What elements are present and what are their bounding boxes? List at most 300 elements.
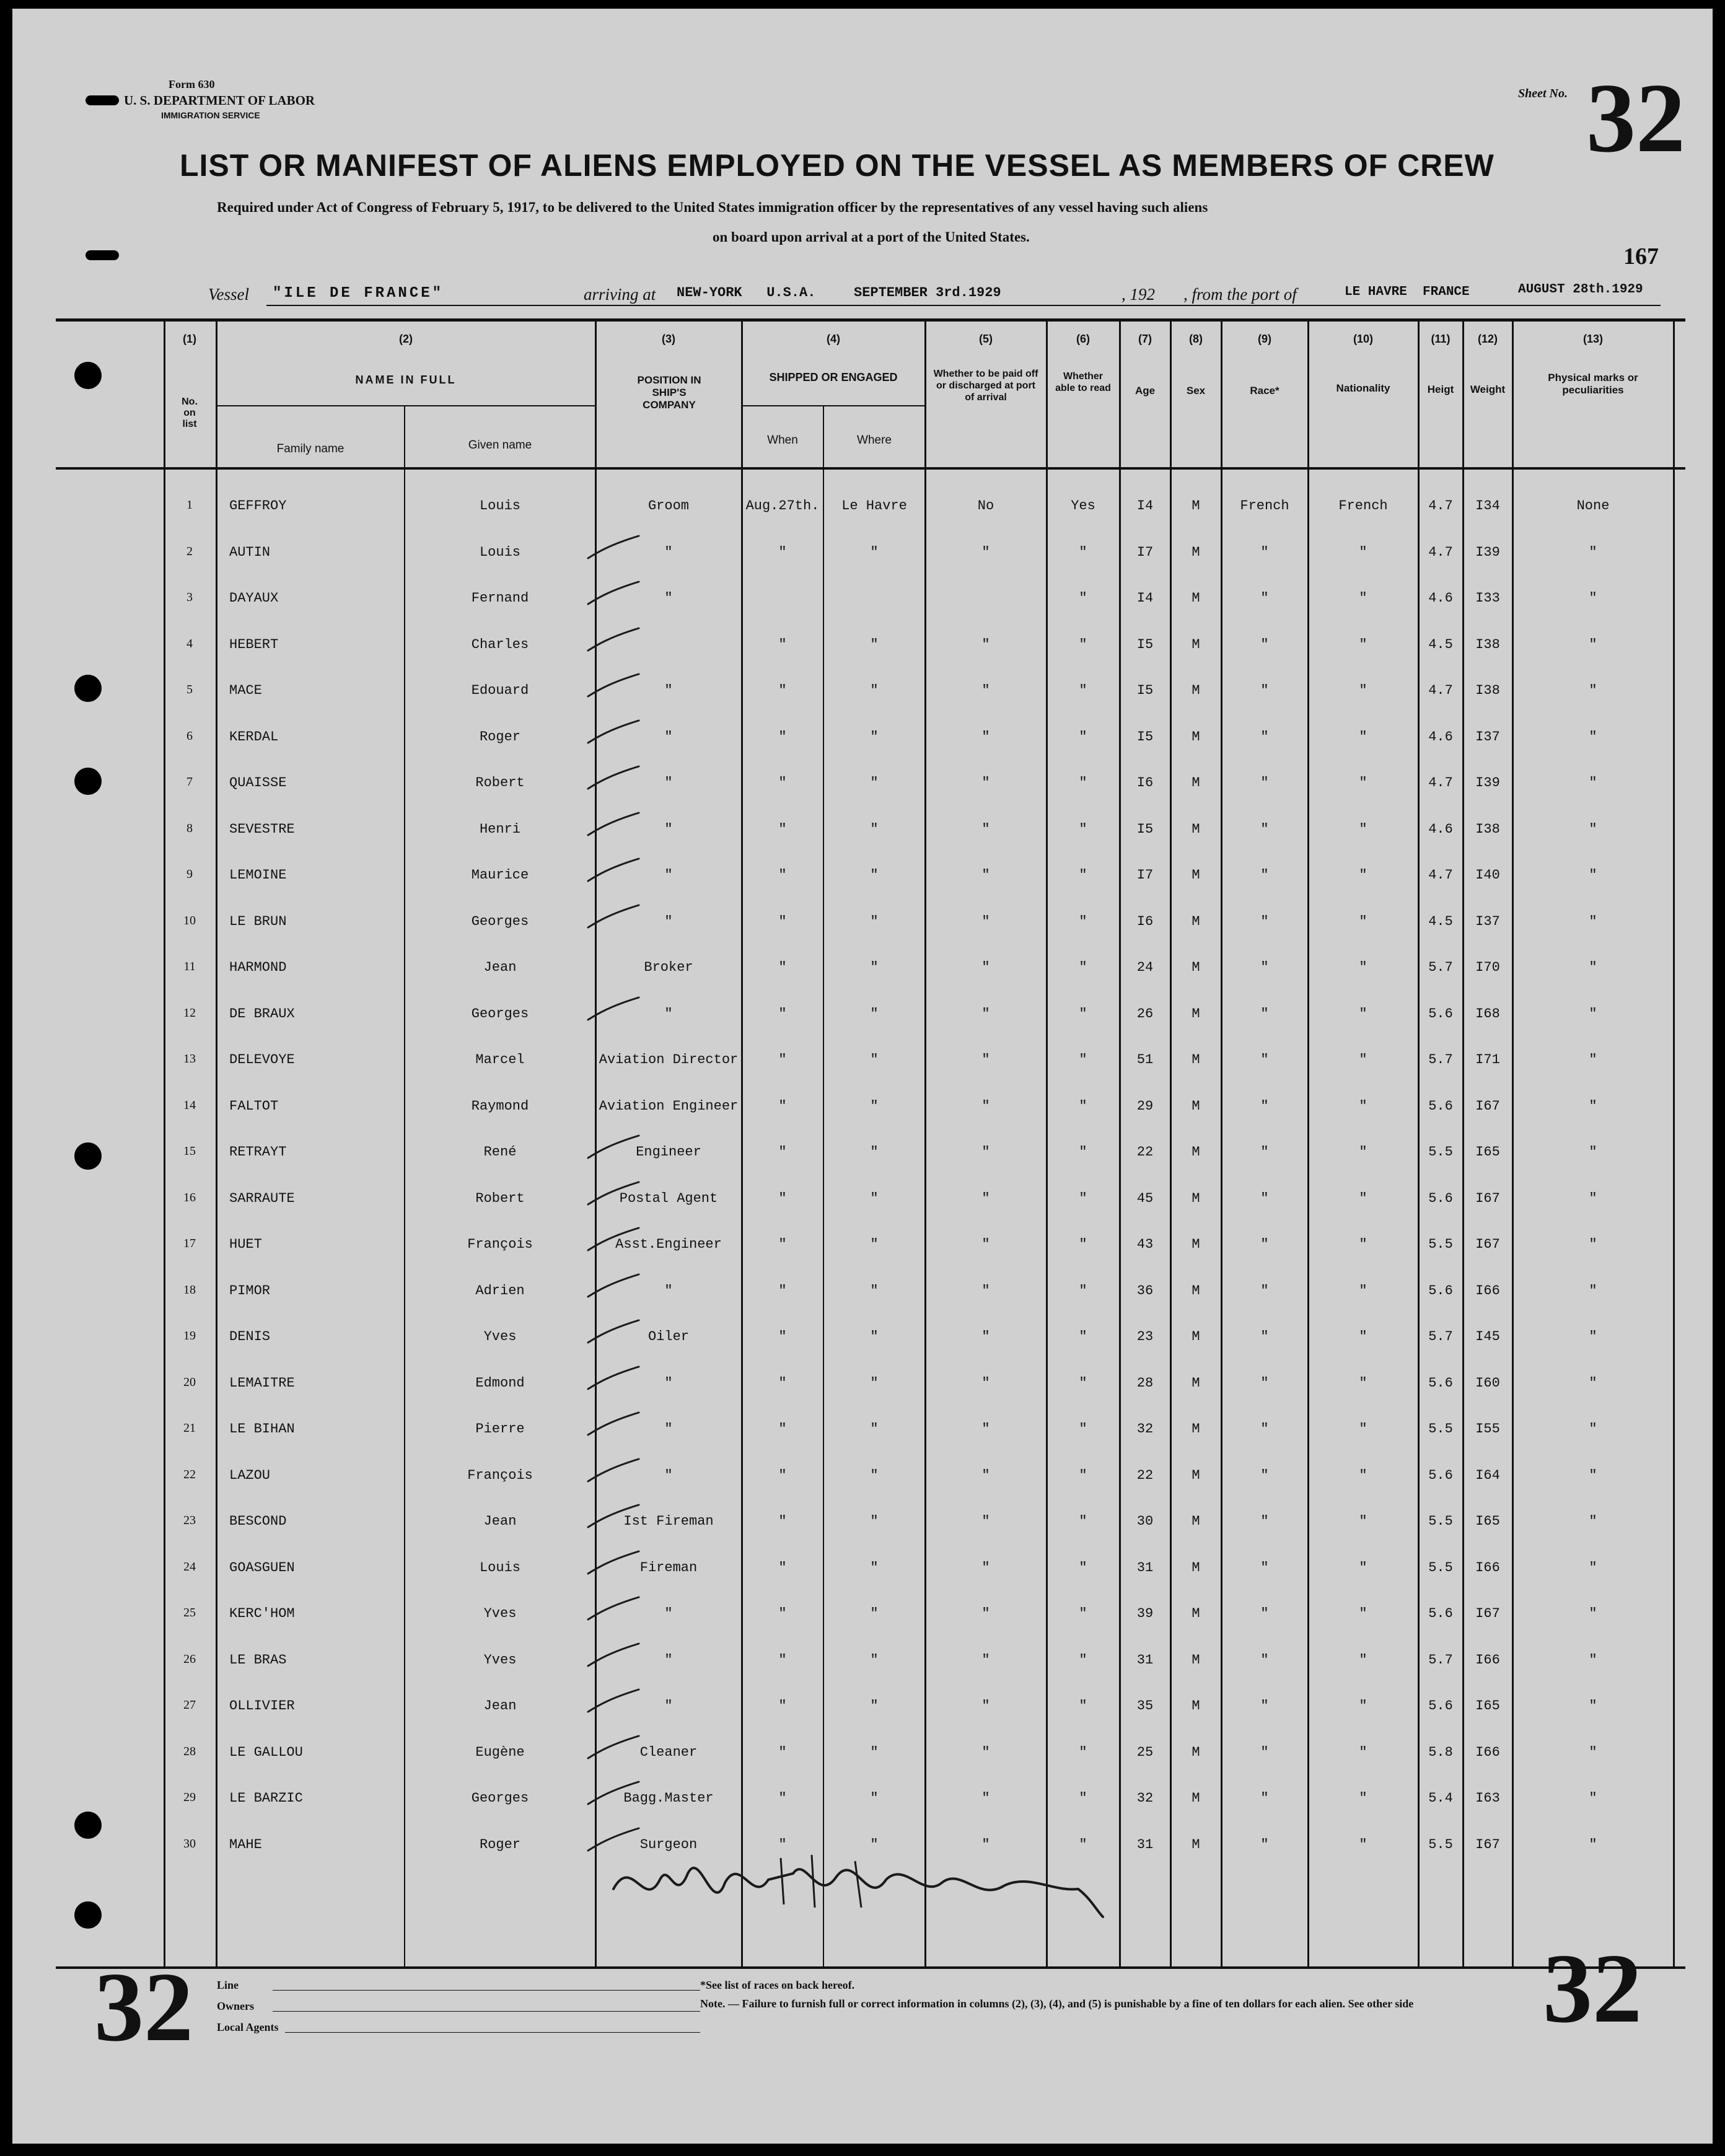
cell-when: " (778, 1375, 787, 1391)
col-6-label: Whether able to read (1055, 371, 1111, 393)
cell-given: Jean (483, 960, 517, 975)
cell-marks: " (1589, 1652, 1597, 1668)
department-name: U. S. DEPARTMENT OF LABOR (124, 93, 315, 108)
cell-position: Engineer (636, 1144, 701, 1160)
cell-position: " (664, 822, 673, 837)
check-mark-icon (586, 764, 641, 794)
cell-position: Bagg.Master (623, 1790, 714, 1806)
cell-position: " (664, 1006, 673, 1022)
cell-race: " (1260, 1098, 1269, 1114)
cell-where: " (870, 1098, 879, 1114)
cell-position: " (664, 1606, 673, 1621)
cell-ht: 5.5 (1428, 1837, 1453, 1852)
cell-given: Henri (479, 822, 520, 837)
cell-given: Georges (471, 914, 529, 929)
cell-position: Oiler (647, 1329, 689, 1344)
cell-where: " (870, 1006, 879, 1022)
cell-sex: M (1192, 683, 1200, 698)
cell-wt: I37 (1475, 729, 1500, 745)
cell-position: " (664, 1468, 673, 1483)
cell-wt: I38 (1475, 822, 1500, 837)
cell-read: " (1079, 1514, 1087, 1529)
cell-sex: M (1192, 590, 1200, 606)
cell-given: Roger (479, 1837, 520, 1852)
cell-family: SARRAUTE (229, 1191, 295, 1206)
cell-when: " (778, 1698, 787, 1714)
cell-position: " (664, 683, 673, 698)
check-mark-icon (586, 1595, 641, 1624)
cell-wt: I66 (1475, 1283, 1500, 1299)
departure-date: AUGUST 28th.1929 (1518, 283, 1643, 297)
cell-where: " (870, 1745, 879, 1760)
cell-when: " (778, 1837, 787, 1852)
cell-when: " (778, 1790, 787, 1806)
cell-race: " (1260, 1375, 1269, 1391)
cell-no: 29 (183, 1790, 196, 1804)
col-rule (164, 318, 165, 1968)
check-mark-icon (586, 718, 641, 748)
cell-wt: I67 (1475, 1837, 1500, 1852)
cell-wt: I64 (1475, 1468, 1500, 1483)
cell-age: 22 (1136, 1468, 1154, 1483)
cell-paid: " (981, 1468, 990, 1483)
cell-read: " (1079, 1698, 1087, 1714)
cell-family: OLLIVIER (229, 1698, 295, 1714)
cell-when: " (778, 683, 787, 698)
cell-race: " (1260, 1698, 1269, 1714)
cell-family: DELEVOYE (229, 1052, 295, 1067)
line-label: Line (217, 1979, 239, 1991)
col-9-number: (9) (1258, 333, 1271, 345)
cell-age: 31 (1136, 1652, 1154, 1668)
cell-no: 4 (187, 637, 193, 651)
cell-age: 24 (1136, 960, 1154, 975)
cell-family: RETRAYT (229, 1144, 287, 1160)
cell-read: " (1079, 1144, 1087, 1160)
cell-family: LE BRUN (229, 914, 287, 929)
cell-read: " (1079, 1006, 1087, 1022)
cell-marks: " (1589, 729, 1597, 745)
vessel-label: Vessel (208, 285, 249, 304)
cell-given: Edmond (475, 1375, 525, 1391)
form-number: Form 630 (169, 78, 215, 90)
owners-label: Owners (217, 2000, 254, 2012)
cell-when: " (778, 1652, 787, 1668)
cell-ht: 4.5 (1428, 637, 1453, 652)
cell-read: " (1079, 590, 1087, 606)
cell-nat: " (1359, 1560, 1367, 1575)
binder-hole (74, 362, 102, 389)
cell-no: 6 (187, 729, 193, 743)
cell-when: " (778, 822, 787, 837)
cell-sex: M (1192, 1375, 1200, 1391)
cell-where: " (870, 1329, 879, 1344)
cell-given: Yves (483, 1329, 517, 1344)
cell-nat: " (1359, 1329, 1367, 1344)
cell-race: " (1260, 1052, 1269, 1067)
cell-read: " (1079, 1052, 1087, 1067)
cell-family: HUET (229, 1237, 262, 1252)
cell-wt: I66 (1475, 1560, 1500, 1575)
col-rule (1119, 318, 1121, 1968)
cell-given: Georges (471, 1006, 529, 1022)
cell-where: " (870, 1652, 879, 1668)
cell-read: " (1079, 1745, 1087, 1760)
cell-given: Yves (483, 1606, 517, 1621)
cell-given: François (467, 1237, 533, 1252)
cell-age: 35 (1136, 1698, 1154, 1714)
cell-no: 24 (183, 1560, 196, 1574)
cell-age: 29 (1136, 1098, 1154, 1114)
cell-ht: 5.6 (1428, 1283, 1453, 1299)
agents-rule (285, 2032, 700, 2033)
cell-nat: " (1359, 1421, 1367, 1437)
cell-no: 9 (187, 867, 193, 881)
cell-family: DE BRAUX (229, 1006, 295, 1022)
cell-where: " (870, 822, 879, 837)
cell-where: " (870, 775, 879, 791)
penalty-note: Note. — Failure to furnish full or correct information in columns (2), (3), (4), and (5) is punishable by a fine of ten dollars for each alien. See other side (700, 1997, 1414, 2010)
cell-given: Eugène (475, 1745, 525, 1760)
cell-nat: " (1359, 1745, 1367, 1760)
cell-nat: " (1359, 1052, 1367, 1067)
cell-given: Pierre (475, 1421, 525, 1437)
cell-race: " (1260, 1329, 1269, 1344)
cell-race: " (1260, 1837, 1269, 1852)
cell-paid: " (981, 729, 990, 745)
owners-rule (273, 2011, 700, 2012)
cell-marks: " (1589, 1329, 1597, 1344)
cell-marks: " (1589, 545, 1597, 560)
cell-race: " (1260, 1790, 1269, 1806)
cell-race: " (1260, 729, 1269, 745)
cell-wt: I33 (1475, 590, 1500, 606)
check-mark-icon (586, 995, 641, 1025)
cell-family: LE BRAS (229, 1652, 287, 1668)
cell-read: " (1079, 1375, 1087, 1391)
cell-read: " (1079, 637, 1087, 652)
cell-where: " (870, 1698, 879, 1714)
cell-given: Jean (483, 1514, 517, 1529)
cell-marks: " (1589, 1006, 1597, 1022)
cell-ht: 5.6 (1428, 1191, 1453, 1206)
cell-age: I7 (1136, 545, 1154, 560)
cell-family: MAHE (229, 1837, 262, 1852)
cell-when: " (778, 1421, 787, 1437)
check-mark-icon (586, 1272, 641, 1302)
cell-given: Roger (479, 729, 520, 745)
cell-position: " (664, 1652, 673, 1668)
cell-when: " (778, 867, 787, 883)
cell-ht: 5.6 (1428, 1375, 1453, 1391)
cell-nat: " (1359, 1606, 1367, 1621)
col-5-label: Whether to be paid off or discharged at port of arrival (933, 369, 1038, 403)
cell-sex: M (1192, 545, 1200, 560)
cell-wt: I67 (1475, 1606, 1500, 1621)
from-port-label: , from the port of (1183, 285, 1297, 304)
cell-ht: 4.7 (1428, 775, 1453, 791)
cell-family: KERC'HOM (229, 1606, 295, 1621)
cell-ht: 5.7 (1428, 960, 1453, 975)
check-mark-icon (586, 1133, 641, 1163)
cell-race: " (1260, 1283, 1269, 1299)
cell-ht: 5.5 (1428, 1514, 1453, 1529)
cell-read: " (1079, 775, 1087, 791)
cell-no: 1 (187, 498, 193, 512)
col-rule (1221, 318, 1222, 1968)
cell-when: " (778, 775, 787, 791)
cell-race: " (1260, 1191, 1269, 1206)
cell-when: " (778, 1052, 787, 1067)
cell-no: 8 (187, 822, 193, 835)
cell-no: 12 (183, 1006, 196, 1020)
handwritten-signature (607, 1830, 1115, 1929)
col-11-number: (11) (1431, 333, 1451, 345)
cell-when: " (778, 545, 787, 560)
cell-given: Marcel (475, 1052, 525, 1067)
col-12-number: (12) (1477, 333, 1498, 345)
cell-nat: " (1359, 1237, 1367, 1252)
cell-race: " (1260, 1606, 1269, 1621)
check-mark-icon (586, 1318, 641, 1348)
cell-when: " (778, 1006, 787, 1022)
cell-wt: I38 (1475, 683, 1500, 698)
cell-ht: 5.6 (1428, 1606, 1453, 1621)
cell-paid: " (981, 1006, 990, 1022)
col-12-label: Weight (1470, 383, 1506, 395)
cell-family: GEFFROY (229, 498, 287, 514)
col-rule (1512, 318, 1514, 1968)
cell-given: Yves (483, 1652, 517, 1668)
cell-sex: M (1192, 1052, 1200, 1067)
cell-age: I5 (1136, 637, 1154, 652)
binder-hole (74, 1901, 102, 1929)
cell-given: Louis (479, 498, 520, 514)
cell-ht: 4.6 (1428, 822, 1453, 837)
cell-read: " (1079, 867, 1087, 883)
cell-no: 23 (183, 1514, 196, 1527)
cell-where: " (870, 1421, 879, 1437)
cell-position: " (664, 1698, 673, 1714)
cell-read: " (1079, 1329, 1087, 1344)
check-mark-icon (586, 1687, 641, 1717)
col-5-number: (5) (979, 333, 993, 345)
cell-paid: " (981, 1745, 990, 1760)
cell-where: " (870, 1468, 879, 1483)
cell-paid: " (981, 775, 990, 791)
col-4-number: (4) (827, 333, 840, 345)
col-8-label: Sex (1186, 385, 1206, 397)
cell-read: " (1079, 545, 1087, 560)
cell-family: HARMOND (229, 960, 287, 975)
cell-marks: " (1589, 1606, 1597, 1621)
cell-wt: I67 (1475, 1191, 1500, 1206)
cell-ht: 4.6 (1428, 590, 1453, 606)
cell-ht: 4.6 (1428, 729, 1453, 745)
cell-marks: " (1589, 1052, 1597, 1067)
cell-nat: " (1359, 1790, 1367, 1806)
races-note: *See list of races on back hereof. (700, 1979, 855, 1991)
cell-race: " (1260, 1006, 1269, 1022)
cell-paid: " (981, 1052, 990, 1067)
cell-where: " (870, 1375, 879, 1391)
check-mark-icon (586, 1457, 641, 1486)
page-title: LIST OR MANIFEST OF ALIENS EMPLOYED ON THE VESSEL AS MEMBERS OF CREW (180, 148, 1495, 183)
cell-nat: " (1359, 1698, 1367, 1714)
check-mark-icon (586, 1733, 641, 1763)
cell-marks: " (1589, 1468, 1597, 1483)
cell-wt: I45 (1475, 1329, 1500, 1344)
cell-position: Ist Fireman (623, 1514, 714, 1529)
cell-paid: " (981, 1191, 990, 1206)
cell-wt: I34 (1475, 498, 1500, 514)
cell-sex: M (1192, 1237, 1200, 1252)
cell-no: 21 (183, 1421, 196, 1435)
cell-nat: " (1359, 590, 1367, 606)
table-top-rule (56, 318, 1685, 322)
cell-given: Raymond (471, 1098, 529, 1114)
cell-age: 39 (1136, 1606, 1154, 1621)
col-4-where-label: Where (857, 434, 892, 447)
cell-race: " (1260, 590, 1269, 606)
year-label: , 192 (1121, 285, 1155, 304)
cell-no: 13 (183, 1052, 196, 1066)
cell-age: I5 (1136, 822, 1154, 837)
cell-family: LE GALLOU (229, 1745, 303, 1760)
cell-where: Le Havre (841, 498, 907, 514)
col-1-label: No. on list (182, 397, 198, 429)
cell-where: " (870, 637, 879, 652)
cell-age: I7 (1136, 867, 1154, 883)
cell-when: Aug.27th. (745, 498, 820, 514)
check-mark-icon (586, 1410, 641, 1440)
cell-position: " (664, 590, 673, 606)
cell-paid: " (981, 1283, 990, 1299)
binder-hole (74, 768, 102, 795)
cell-sex: M (1192, 1745, 1200, 1760)
cell-family: GOASGUEN (229, 1560, 295, 1575)
from-port: LE HAVRE FRANCE (1345, 285, 1470, 299)
cell-wt: I40 (1475, 867, 1500, 883)
cell-paid: " (981, 960, 990, 975)
cell-read: " (1079, 1098, 1087, 1114)
cell-sex: M (1192, 498, 1200, 514)
cell-race: " (1260, 1421, 1269, 1437)
cell-family: LAZOU (229, 1468, 271, 1483)
cell-position: " (664, 1375, 673, 1391)
cell-paid: " (981, 1375, 990, 1391)
cell-read: " (1079, 1421, 1087, 1437)
cell-sex: M (1192, 1514, 1200, 1529)
binder-hole (74, 1142, 102, 1170)
cell-no: 20 (183, 1375, 196, 1389)
cell-age: 36 (1136, 1283, 1154, 1299)
cell-paid: " (981, 1514, 990, 1529)
cell-nat: " (1359, 1375, 1367, 1391)
cell-when: " (778, 1237, 787, 1252)
cell-paid: " (981, 1237, 990, 1252)
cell-read: " (1079, 1468, 1087, 1483)
cell-sex: M (1192, 867, 1200, 883)
cell-race: " (1260, 683, 1269, 698)
cell-sex: M (1192, 1006, 1200, 1022)
cell-sex: M (1192, 637, 1200, 652)
cell-read: Yes (1071, 498, 1095, 514)
cell-sex: M (1192, 1698, 1200, 1714)
cell-paid: No (977, 498, 994, 514)
cell-when: " (778, 1514, 787, 1529)
cell-read: " (1079, 1652, 1087, 1668)
cell-nat: " (1359, 1468, 1367, 1483)
subtitle-line-2: on board upon arrival at a port of the United States. (713, 229, 1030, 245)
cell-nat: " (1359, 1006, 1367, 1022)
cell-marks: " (1589, 1837, 1597, 1852)
cell-nat: " (1359, 545, 1367, 560)
cell-ht: 5.5 (1428, 1237, 1453, 1252)
cell-family: LEMOINE (229, 867, 287, 883)
cell-nat: " (1359, 1837, 1367, 1852)
cell-family: DENIS (229, 1329, 271, 1344)
cell-read: " (1079, 729, 1087, 745)
cell-given: Maurice (471, 867, 529, 883)
cell-position: Groom (647, 498, 689, 514)
cell-read: " (1079, 1191, 1087, 1206)
col-1-number: (1) (183, 333, 196, 345)
col-6-number: (6) (1076, 333, 1090, 345)
cell-family: BESCOND (229, 1514, 287, 1529)
col-11-label: Heigt (1427, 383, 1454, 395)
cell-family: MACE (229, 683, 262, 698)
cell-position: Aviation Director (599, 1052, 739, 1067)
cell-age: 30 (1136, 1514, 1154, 1529)
cell-family: SEVESTRE (229, 822, 295, 837)
cell-sex: M (1192, 1652, 1200, 1668)
cell-sex: M (1192, 1421, 1200, 1437)
cell-marks: " (1589, 1421, 1597, 1437)
cell-where: " (870, 914, 879, 929)
cell-age: 43 (1136, 1237, 1154, 1252)
cell-position: Asst.Engineer (615, 1237, 722, 1252)
cell-ht: 4.7 (1428, 867, 1453, 883)
cell-sex: M (1192, 1790, 1200, 1806)
cell-family: KERDAL (229, 729, 279, 745)
cell-given: René (483, 1144, 517, 1160)
cell-no: 15 (183, 1144, 196, 1158)
cell-no: 18 (183, 1283, 196, 1297)
cell-sex: M (1192, 1837, 1200, 1852)
cell-position: " (664, 867, 673, 883)
cell-paid: " (981, 867, 990, 883)
cell-paid: " (981, 1098, 990, 1114)
cell-no: 11 (183, 960, 196, 973)
cell-where: " (870, 1560, 879, 1575)
cell-family: AUTIN (229, 545, 271, 560)
cell-ht: 5.7 (1428, 1652, 1453, 1668)
cell-where: " (870, 1514, 879, 1529)
cell-read: " (1079, 1790, 1087, 1806)
cell-marks: " (1589, 637, 1597, 652)
cell-nat: " (1359, 867, 1367, 883)
local-agents-label: Local Agents (217, 2021, 279, 2033)
cell-nat: " (1359, 1283, 1367, 1299)
cell-wt: I63 (1475, 1790, 1500, 1806)
cell-sex: M (1192, 729, 1200, 745)
cell-ht: 4.5 (1428, 914, 1453, 929)
cell-no: 19 (183, 1329, 196, 1343)
cell-race: " (1260, 1514, 1269, 1529)
subtitle-line-1: Required under Act of Congress of February 5, 1917, to be delivered to the United States immigration officer by the representatives of any vessel having such aliens (217, 199, 1208, 215)
cell-given: Robert (475, 1191, 525, 1206)
